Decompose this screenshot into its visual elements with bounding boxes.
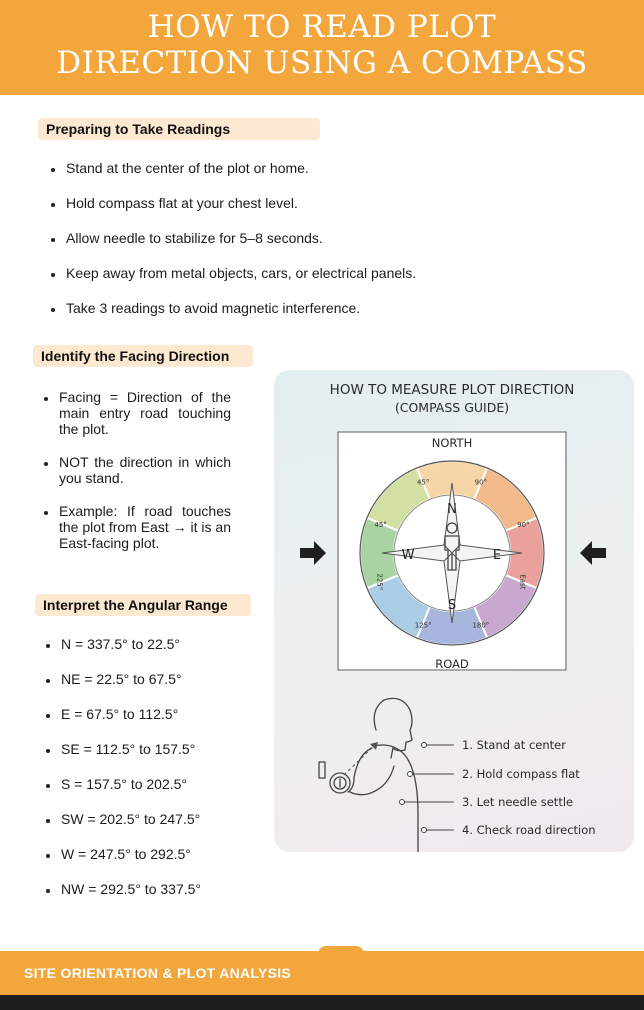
north-label: NORTH [431,436,473,450]
person-holding-compass-illustration [319,698,418,852]
step-2: 2. Hold compass flat [462,767,580,781]
cardinal-e: E [492,548,502,563]
segment-label-left: 45° [374,521,387,530]
page-header [0,0,644,95]
step-1: 1. Stand at center [462,738,566,752]
list-item: Allow needle to stabilize for 5–8 seconds. [40,230,630,246]
segment-label-right-lower: East [518,574,527,590]
title-line-1: HOW TO READ PLOT [147,9,497,45]
segment-label-left-lower: 225° [375,573,384,591]
list-item: E = 67.5° to 112.5° [35,706,265,722]
road-label: ROAD [435,657,469,671]
preparing-heading: Preparing to Take Readings [38,118,320,140]
segment-label-bottom-left: 125° [414,621,432,630]
segment-label-right: 90° [517,521,530,530]
list-item: Keep away from metal objects, cars, or electrical panels. [40,265,630,281]
page-footer [0,951,644,995]
diagram-title: HOW TO MEASURE PLOT DIRECTION [329,382,575,398]
list-item: NOT the direction in which you stand. [33,454,231,486]
list-item: SE = 112.5° to 157.5° [35,741,265,757]
compass-guide-panel [274,370,634,852]
segment-label-bottom-right: 180° [472,621,490,630]
list-item: Facing = Direction of the main entry road touching the plot. [33,389,231,437]
facing-list [33,389,231,568]
range-list [35,636,265,916]
facing-heading: Identify the Facing Direction [33,345,253,367]
list-item: Hold compass flat at your chest level. [40,195,630,211]
list-item: Take 3 readings to avoid magnetic interference. [40,300,630,316]
cardinal-s: S [447,598,457,613]
left-arrow-icon [300,541,326,565]
title-line-2: DIRECTION USING A COMPASS [56,45,588,81]
list-item: Stand at the center of the plot or home. [40,160,630,176]
list-item: NE = 22.5° to 67.5° [35,671,265,687]
list-item: SW = 202.5° to 247.5° [35,811,265,827]
bottom-bar [0,995,644,1010]
step-3: 3. Let needle settle [462,795,574,809]
right-arrow-icon [580,541,606,565]
list-item: NW = 292.5° to 337.5° [35,881,265,897]
step-leaders [400,743,455,833]
list-item: S = 157.5° to 202.5° [35,776,265,792]
step-4: 4. Check road direction [462,823,596,837]
cardinal-n: N [447,502,457,517]
range-heading: Interpret the Angular Range [35,594,251,616]
segment-label-top-right: 90° [474,478,488,487]
compass-guide-diagram [274,370,634,852]
cardinal-w: W [401,548,415,563]
segment-label-top-left: 45° [416,478,430,487]
list-item: N = 337.5° to 22.5° [35,636,265,652]
list-item: W = 247.5° to 292.5° [35,846,265,862]
preparing-list [40,160,630,335]
diagram-subtitle: (COMPASS GUIDE) [394,400,510,415]
list-item: Example: If road touches the plot from East → it is an East-facing plot. [33,503,231,551]
footer-text: SITE ORIENTATION & PLOT ANALYSIS [24,965,292,981]
